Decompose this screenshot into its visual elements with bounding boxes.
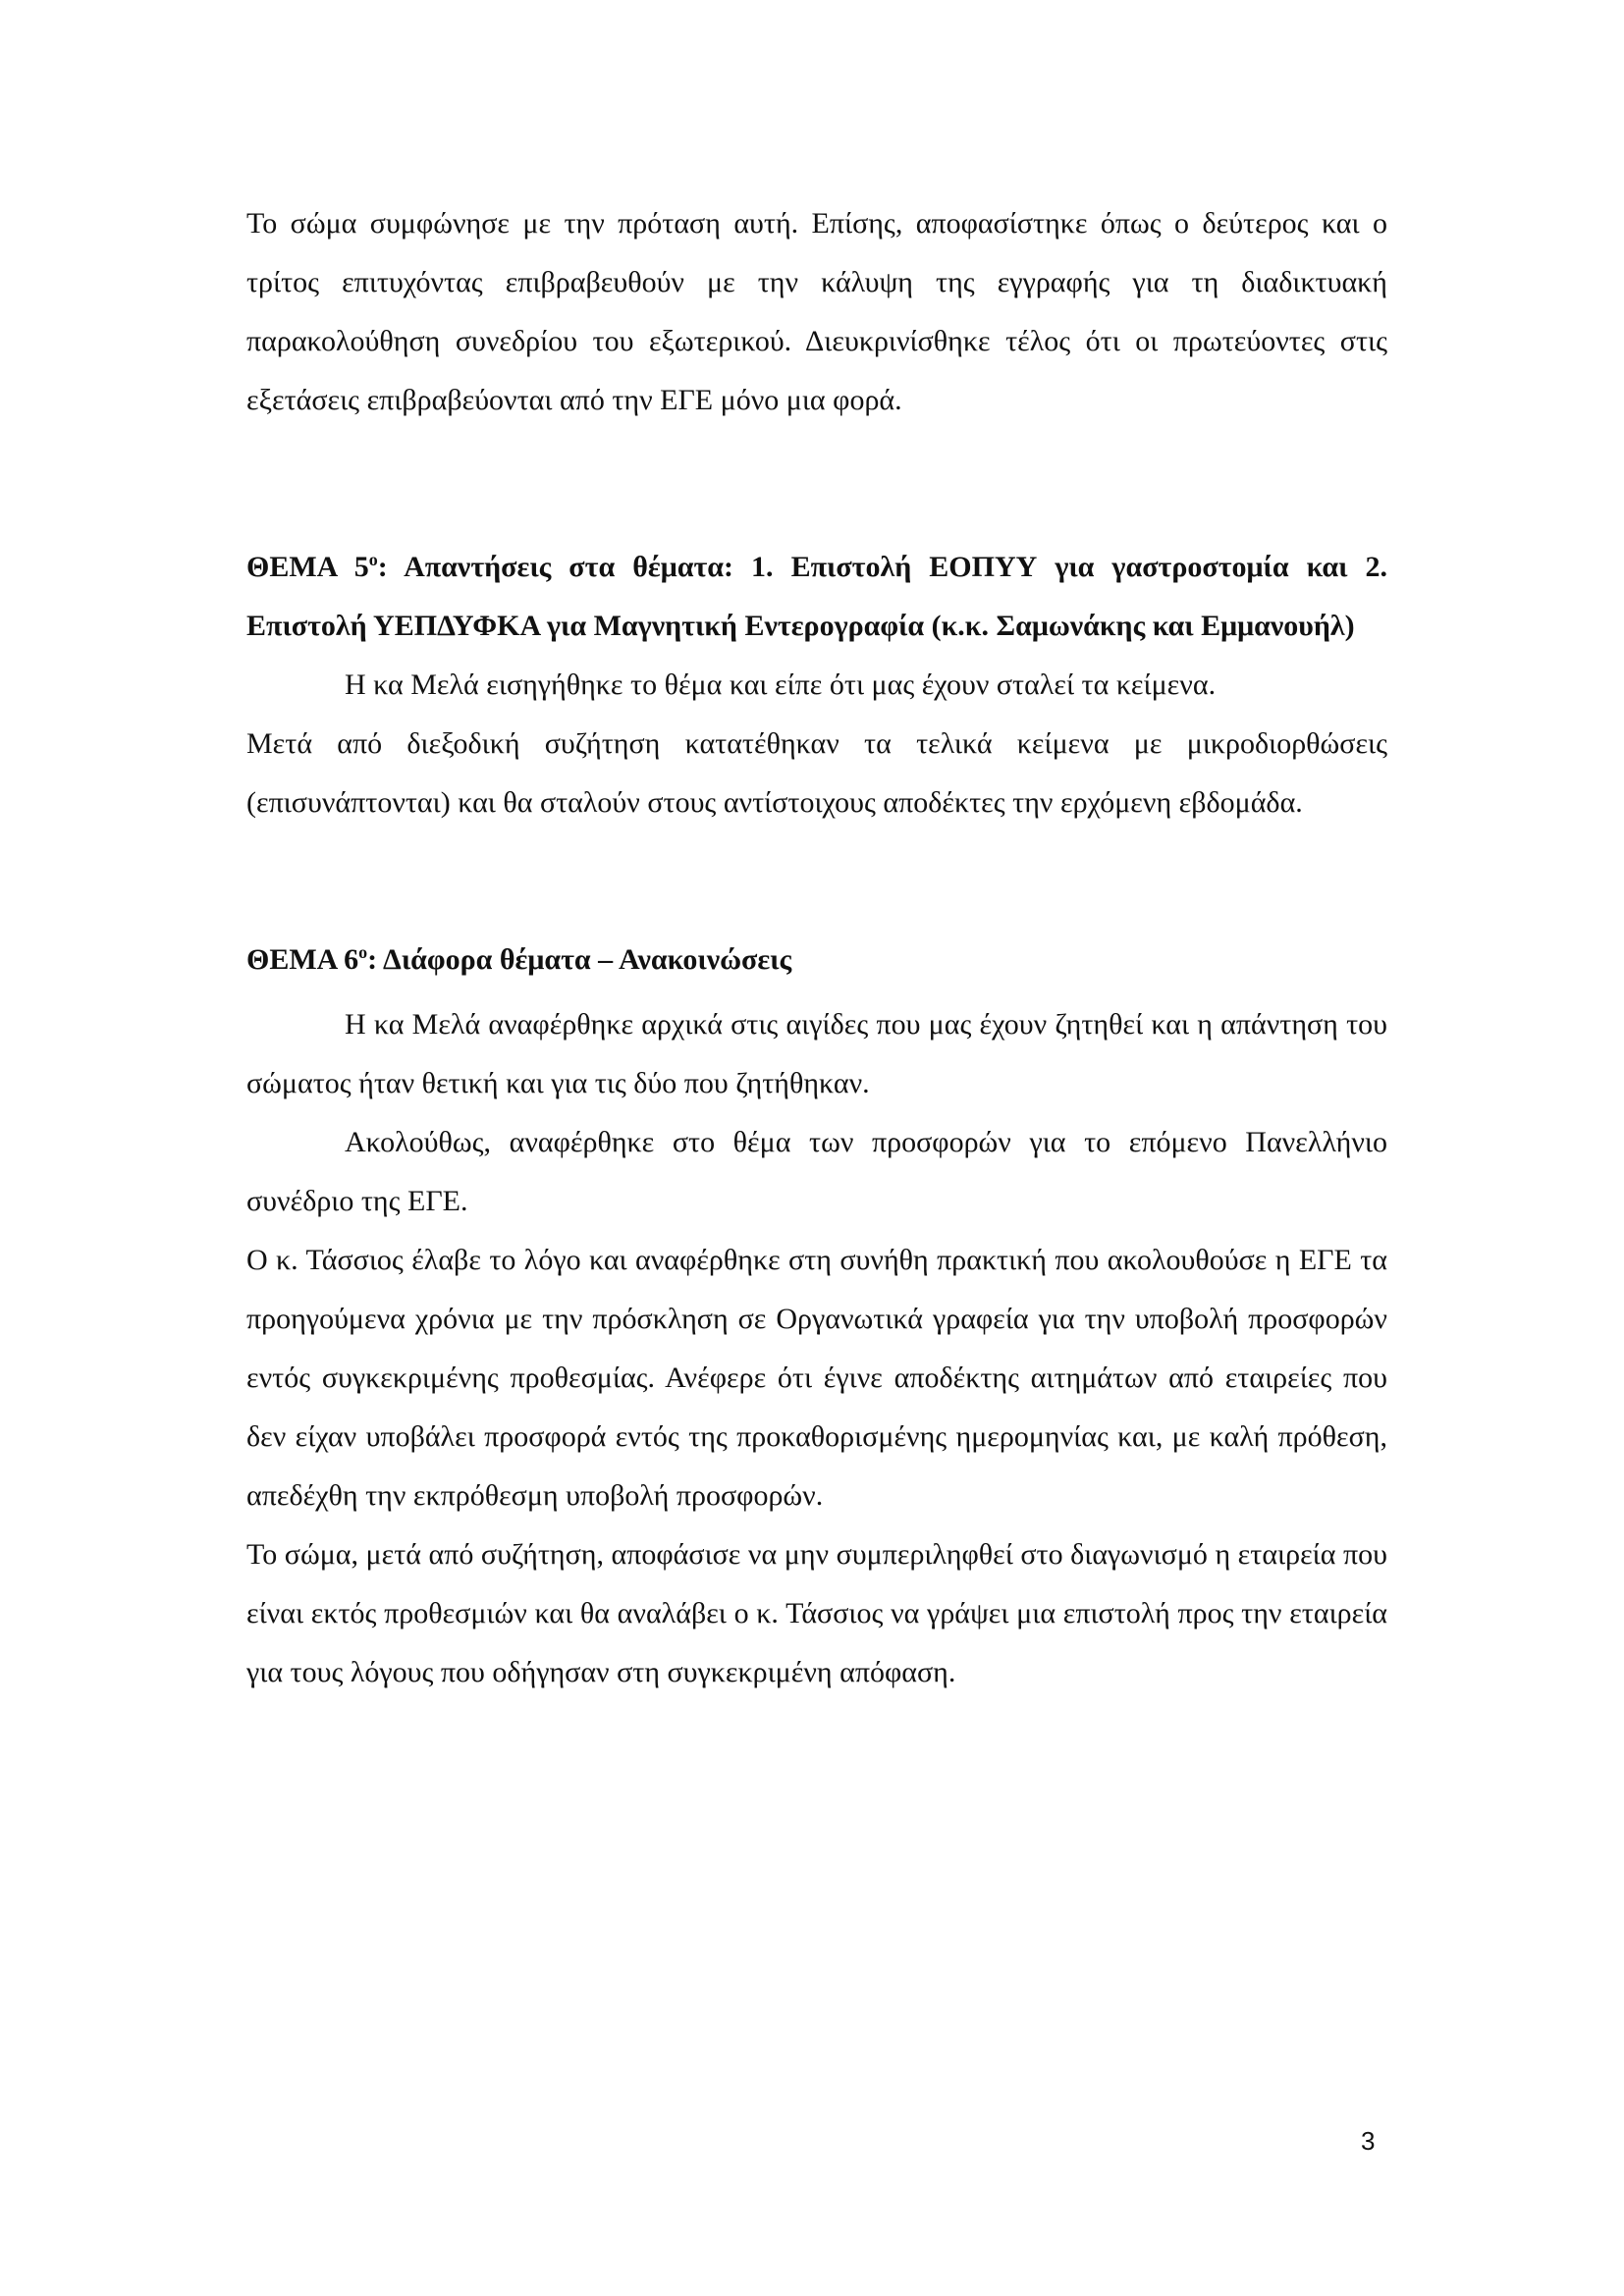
spacer (246, 832, 1387, 931)
topic5-heading (246, 538, 1387, 656)
topic6-paragraph-3: Ο κ. Τάσσιος έλαβε το λόγο και αναφέρθηκε στη συνήθη πρακτική που ακολουθούσε η ΕΓΕ τα προηγούμενα χρόνια με την πρόσκληση σε Οργανωτικά γραφεία για την υποβολή προσφορών εντός συγκεκριμένης προθεσμίας. Ανέφερε ότι έγινε αποδέκτης αιτημάτων από εταιρείες που δεν είχαν υποβάλει προσφορά εντός της προκαθορισμένης ημερομηνίας και, με καλή πρόθεση, απεδέχθη την εκπρόθεσμη υποβολή προσφορών. (246, 1244, 1387, 1512)
topic5-paragraph-1: Η κα Μελά εισηγήθηκε το θέμα και είπε ότι μας έχουν σταλεί τα κείμενα. (345, 668, 1217, 701)
intro-paragraph: Το σώμα συμφώνησε με την πρόταση αυτή. Επίσης, αποφασίστηκε όπως ο δεύτερος και ο τρίτος επιτυχόντας επιβραβευθούν με την κάλυψη της εγγραφής για τη διαδικτυακή παρακολούθηση συνεδρίου του εξωτερικού. Διευκρινίσθηκε τέλος ότι οι πρωτεύοντες στις εξετάσεις επιβραβεύονται από την ΕΓΕ μόνο μια φορά. (246, 207, 1387, 416)
spacer (246, 430, 1387, 538)
topic5-paragraph-2: Μετά από διεξοδική συζήτηση κατατέθηκαν τα τελικά κείμενα με μικροδιορθώσεις (επισυνάπτονται) και θα σταλούν στους αντίστοιχους αποδέκτες την ερχόμενη εβδομάδα. (246, 727, 1387, 819)
topic6-paragraph-2: Ακολούθως, αναφέρθηκε στο θέμα των προσφορών για το επόμενο Πανελλήνιο συνέδριο της ΕΓΕ. (246, 1126, 1387, 1217)
topic6-paragraph-1: Η κα Μελά αναφέρθηκε αρχικά στις αιγίδες που μας έχουν ζητηθεί και η απάντηση του σώματος ήταν θετική και για τις δύο που ζητήθηκαν. (246, 1008, 1387, 1099)
page-number: 3 (1361, 2126, 1376, 2156)
topic6-prefix: ΘΕΜΑ 6 (246, 943, 359, 976)
topic5-ordinal: ο (368, 550, 378, 569)
document-page (246, 194, 1387, 1702)
topic6-ordinal: ο (358, 942, 368, 962)
topic5-title: : Απαντήσεις στα θέματα: 1. Επιστολή ΕΟΠΥΥ για γαστροστομία και 2. Επιστολή ΥΕΠΔΥΦΚΑ για Μαγνητική Εντερογραφία (κ.κ. Σαμωνάκης και Εμμανουήλ) (246, 551, 1387, 642)
topic6-paragraph-4: Το σώμα, μετά από συζήτηση, αποφάσισε να μην συμπεριληφθεί στο διαγωνισμό η εταιρεία που είναι εκτός προθεσμιών και θα αναλάβει ο κ. Τάσσιος να γράψει μια επιστολή προς την εταιρεία για τους λόγους που οδήγησαν στη συγκεκριμένη απόφαση. (246, 1538, 1387, 1688)
topic6-title: : Διάφορα θέματα – Ανακοινώσεις (367, 943, 792, 976)
topic6-heading (246, 931, 1387, 989)
topic5-prefix: ΘΕΜΑ 5 (246, 551, 369, 583)
